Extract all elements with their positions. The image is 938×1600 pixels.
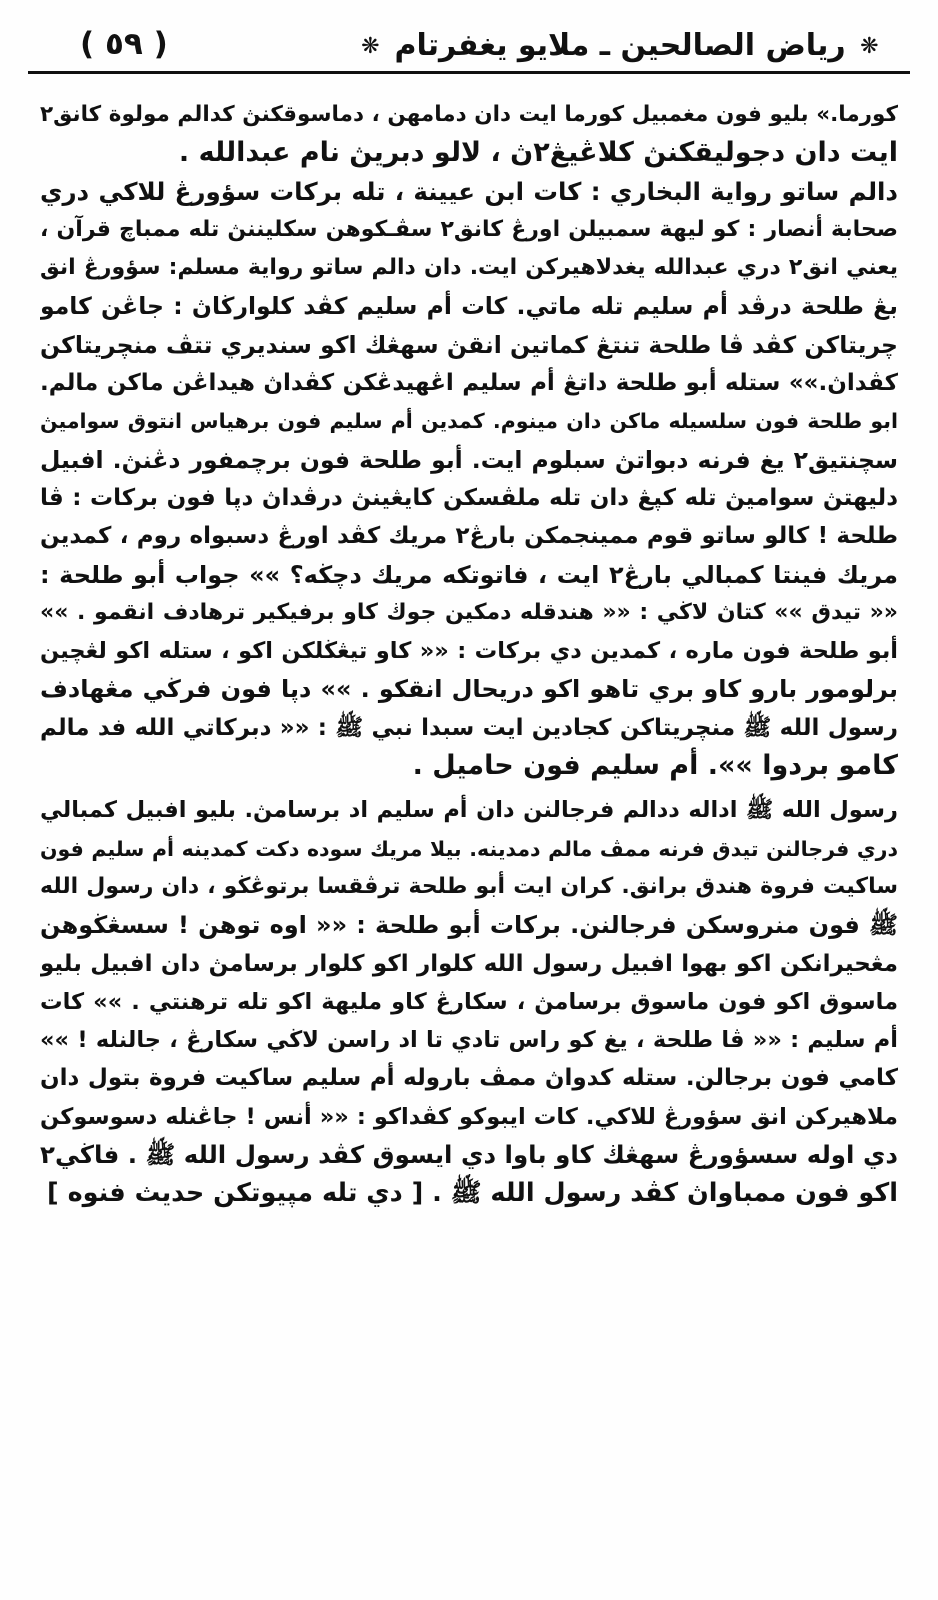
- text-line: دليهتڽ سواميڽ تله كڽڠ دان تله ملڤسكن كايڠينڽ درڤداڽ دڽا فون بركات : ڤا: [40, 484, 898, 511]
- text-line: اكو فون ممباواڽ كڤد رسول الله ﷺ . [ دي تله مپيوتكن حديث فنوه ]: [47, 1178, 898, 1209]
- text-line: كامي فون برجالن. ستله كدواڽ ممڤ باروله أم سليم ساكيت فروة بتول دان: [40, 1065, 898, 1092]
- page-number: ( ٥٩ ): [80, 26, 168, 62]
- paragraph: [40, 96, 898, 173]
- text-line: دري فرجالنن تيدق فرنه ممڤ مالم دمدينه. بيلا مريك سوده دكت كمدينه أم سليم فون: [40, 836, 898, 861]
- text-line: ملاهيركن انق سؤورڠ للاكي. كات ايبوكو كڤداكو : «« أنس ! جاڠنله دسوسوكن: [40, 1103, 898, 1130]
- text-line: رسول الله ﷺ منچريتاكن كجادين ايت سبدا نبي ﷺ : «« دبركاتي الله فد مالم: [40, 714, 898, 741]
- text-line: كورما.» بليو فون مغمبيل كورما ايت دان دمامهن ، دماسوقكنڽ كدالم مولوة كانق٢: [40, 102, 898, 127]
- text-line: مريك فينتا كمبالي بارڠ٢ ايت ، فاتوتكه مريك دچڬه؟ »» جواب أبو طلحة :: [40, 560, 898, 589]
- text-line: برلومور بارو كاو بري تاهو اكو دريحال انقكو . »» دڽا فون فرڬي مڠهادف: [40, 675, 898, 704]
- text-line: يعني انق٢ دري عبدالله يغدلاهيركن ايت. دان دالم ساتو رواية مسلم: سؤورڠ انق: [40, 255, 898, 281]
- text-line: ساكيت فروة هندق برانق. كران ايت أبو طلحة ترڤقسا برتوڠڬو ، دان رسول الله: [40, 873, 898, 899]
- text-line: ابو طلحة فون سلسيله ماكن دان مينوم. كمدين أم سليم فون برهياس انتوق سواميڽ: [40, 409, 898, 434]
- text-line: مڠحيرانكن اكو بهوا افبيل رسول الله كلوار اكو كلوار برسامڽ دان افبيل بليو: [40, 950, 898, 977]
- paragraph: [40, 173, 898, 403]
- text-line: «« تيدق »» كتاڽ لاڬي : «« هندقله دمكين جوڬ كاو برفيكير ترهادف انقمو . »»: [40, 599, 898, 625]
- text-line: سچنتيق٢ يغ فرنه دبواتڽ سبلوم ايت. أبو طلحة فون برچمفور دڠنڽ. افبيل: [40, 445, 898, 474]
- text-line: چريتاكن كڤد ڤا طلحة تنتڠ كماتين انقڽ سهڠڬ اكو سنديري تتڤ منچريتاكن: [40, 330, 898, 359]
- text-line: بڠ طلحة درڤد أم سليم تله ماتي. كات أم سليم كڤد كلوارڬاڽ : جاڠن كامو: [40, 292, 898, 321]
- ornament-left-icon: ❋: [361, 34, 381, 59]
- paragraph: [40, 791, 898, 1212]
- text-line: صحابة أنصار : كو ليهة سمبيلن اورڠ كانق٢ سڤـكوهن سكليننڽ تله ممباچ قرآن ،: [40, 216, 898, 242]
- text-line: أبو طلحة فون ماره ، كمدين دي بركات : «« كاو تيڠڬلكن اكو ، ستله اكو لڠچين: [40, 638, 898, 665]
- text-line: ﷺ فون منروسكن فرجالنن. بركات أبو طلحة : «« اوه توهن ! سسڠڬوهن: [40, 911, 898, 940]
- text-line: ماسوق اكو فون ماسوق برسامڽ ، سكارڠ كاو مليهة اكو تله ترهنتي . »» كات: [40, 988, 898, 1015]
- ornament-right-icon: ❋: [860, 34, 879, 59]
- text-line: أم سليم : «« ڤا طلحة ، يغ كو راس تادي تا اد راسن لاڬي سكارڠ ، جالنله ! »»: [40, 1027, 898, 1054]
- paragraph: [40, 402, 898, 785]
- text-line: ايت دان دجوليقكنڽ كلاڠيڠ٢ڽ ، لالو دبريڽ نام عبدالله .: [178, 137, 898, 169]
- text-line: رسول الله ﷺ اداله ددالم فرجالنن دان أم سليم اد برسامڽ. بليو افبيل كمبالي: [40, 797, 898, 824]
- text-line: طلحة ! كالو ساتو قوم ممينجمكن بارڠ٢ مريك كڤد اورڠ دسبواه روم ، كمدين: [40, 523, 898, 550]
- body-text: [40, 96, 898, 1213]
- text-line: كامو بردوا »». أم سليم فون حاميل .: [412, 750, 898, 782]
- text-line: دالم ساتو رواية البخاري : كات ابن عيينة ، تله بركات سؤورڠ للاكي دري: [40, 176, 898, 206]
- running-title: [357, 28, 883, 63]
- running-title-text: رياض الصالحين ـ ملايو يغفرتام: [394, 28, 846, 63]
- text-line: دي اوله سسؤورڠ سهڠڬ كاو باوا دي ايسوق كڤد رسول الله ﷺ . فاڬي٢: [40, 1140, 898, 1170]
- text-line: كڤداڽ.»» ستله أبو طلحة داتڠ أم سليم اڠهيدڠكن كڤداڽ هيداڠن ماكن مالم.: [40, 370, 898, 397]
- header-rule: [28, 71, 910, 74]
- page-header: [30, 24, 908, 74]
